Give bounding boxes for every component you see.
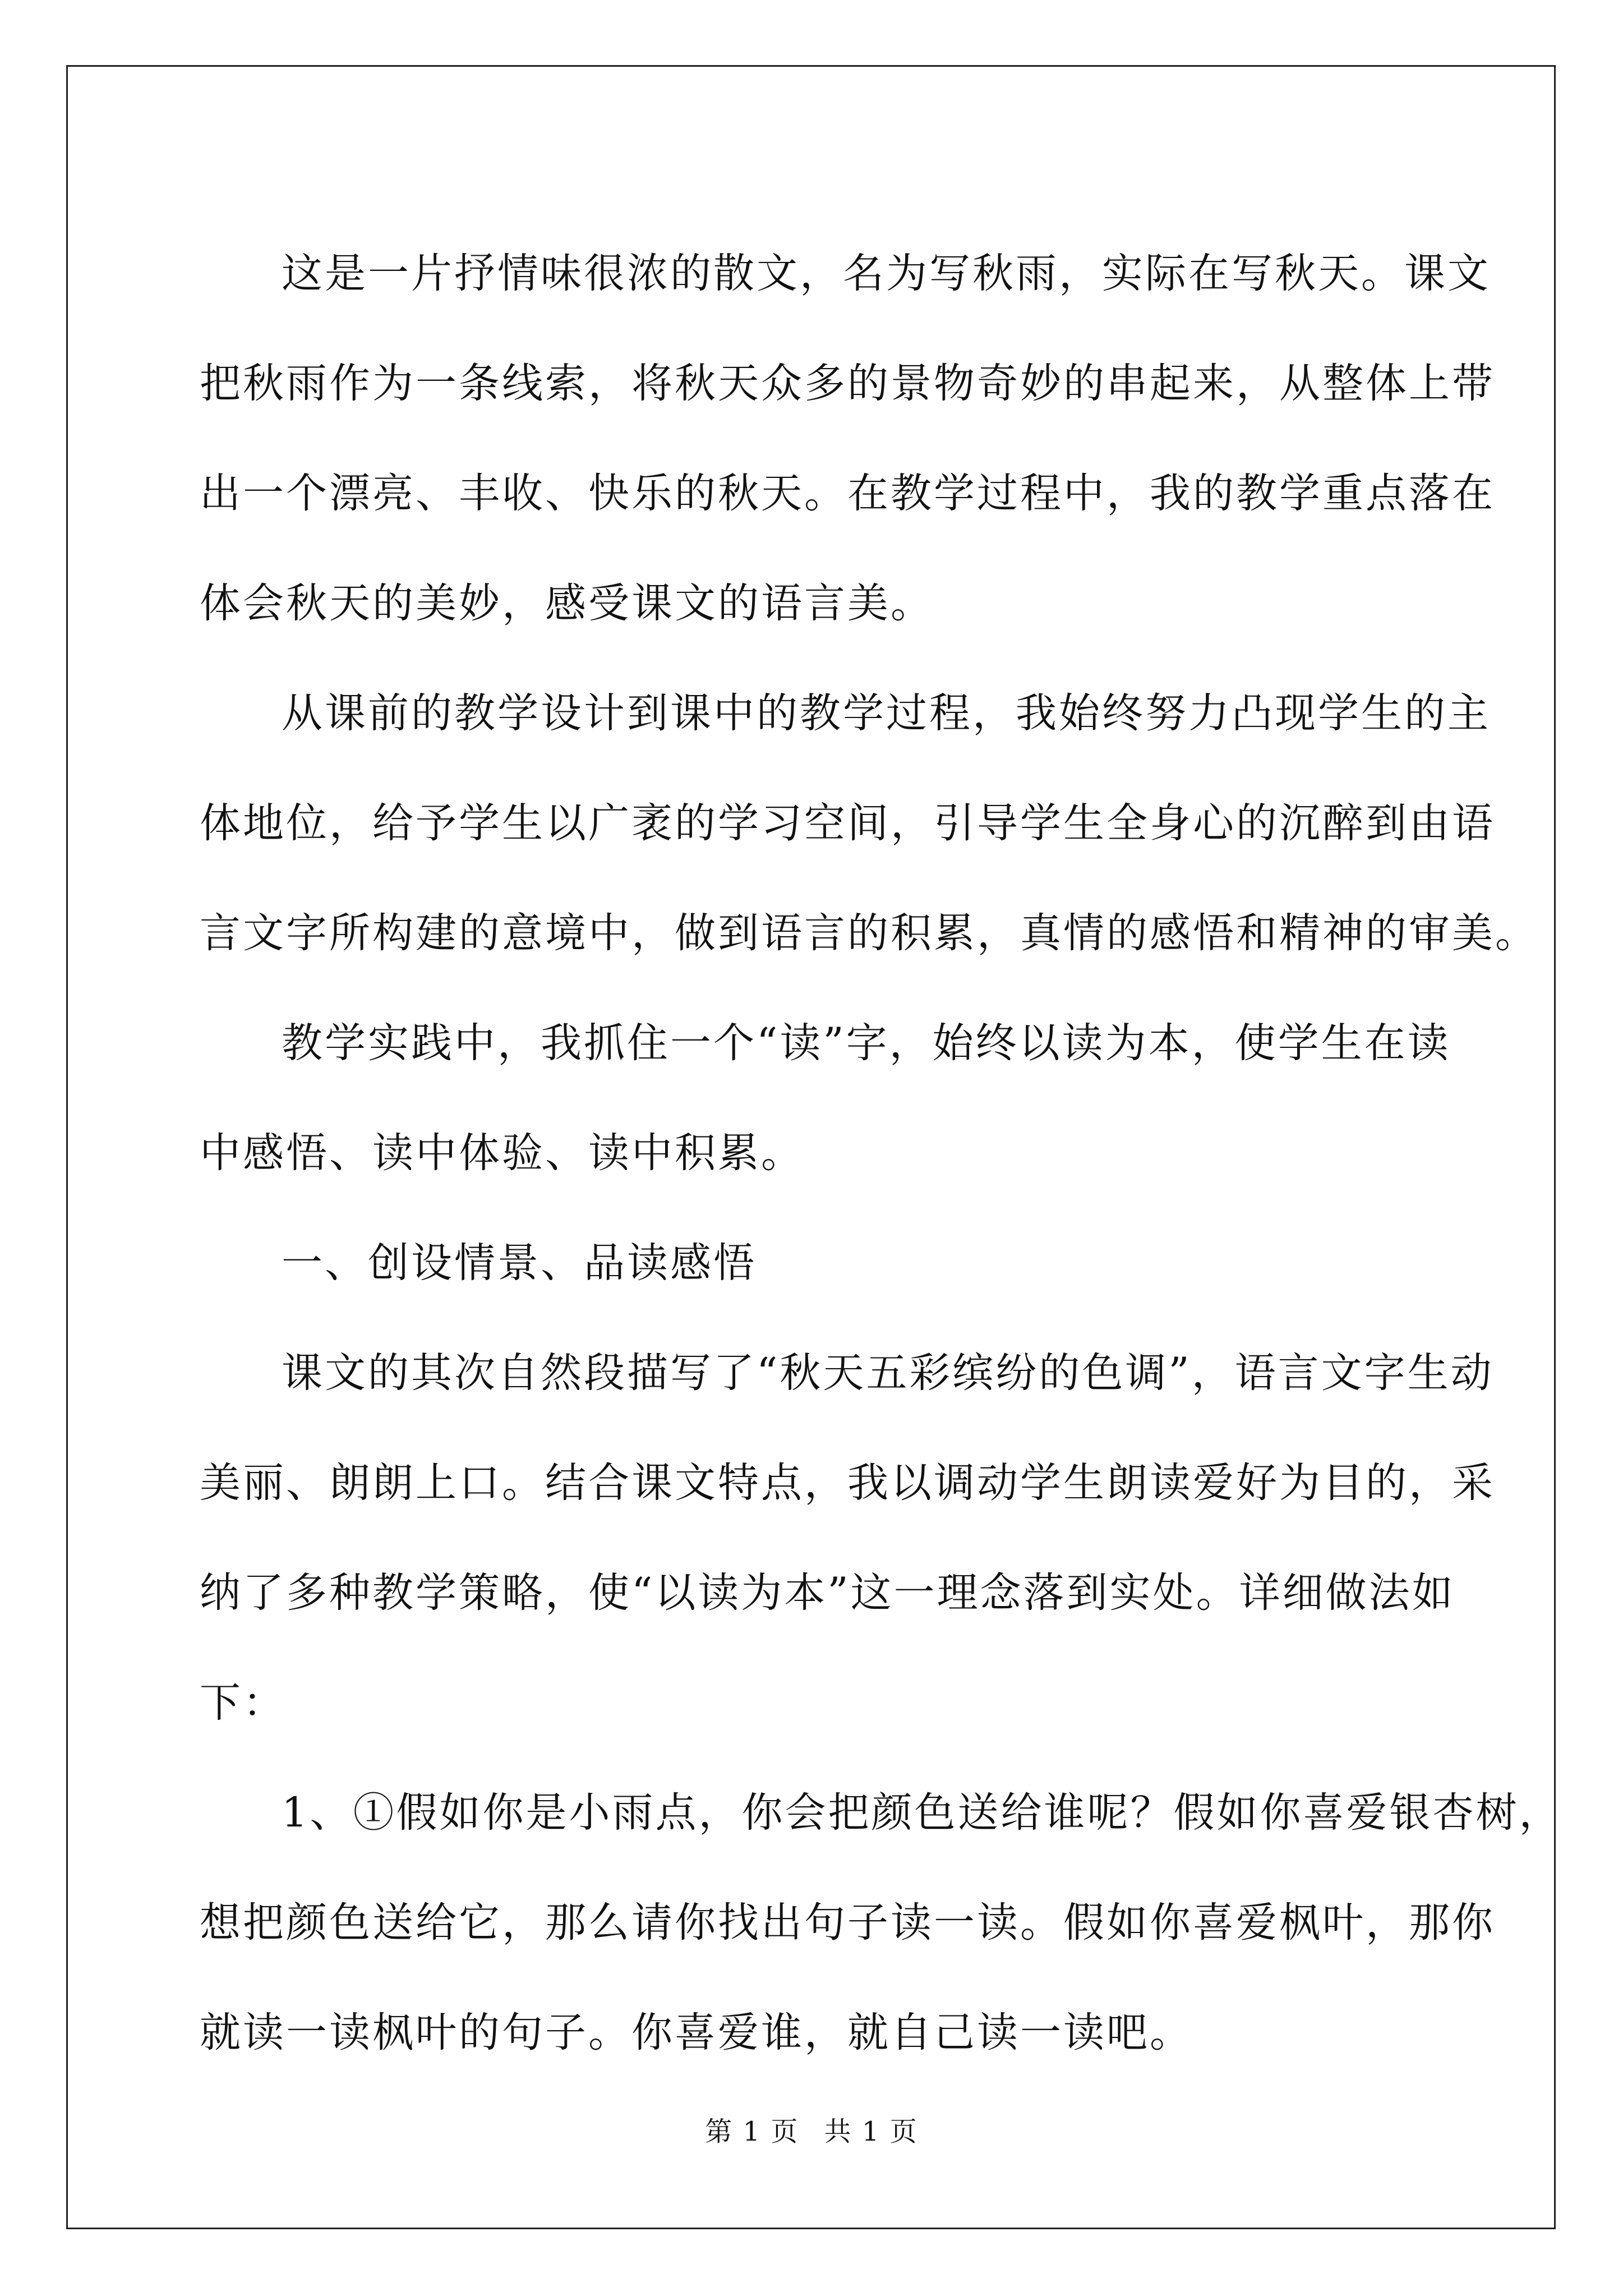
text-line: 一、创设情景、品读感悟 [282,1239,757,1287]
section-heading [200,1208,1428,1318]
text-line: 下： [200,1679,286,1727]
text-line: 体地位，给予学生以广袤的学习空间，引导学生全身心的沉醉到由语 [200,799,1495,847]
text-line: 1、①假如你是小雨点，你会把颜色送给谁呢？假如你喜爱银杏树， [282,1789,1562,1837]
text-line: 美丽、朗朗上口。结合课文特点，我以调动学生朗读爱好为目的，采 [200,1459,1495,1507]
text-line: 纳了多种教学策略，使“以读为本”这一理念落到实处。详细做法如 [200,1569,1455,1617]
page-footer [0,2115,1623,2148]
text-line: 出一个漂亮、丰收、快乐的秋天。在教学过程中，我的教学重点落在 [200,470,1495,517]
text-line: 言文字所构建的意境中，做到语言的积累，真情的感悟和精神的审美。 [200,909,1538,957]
paragraph-1 [200,219,1495,659]
text-line: 就读一读枫叶的句子。你喜爱谁，就自己读一读吧。 [200,2009,1193,2056]
document-body [200,219,1562,2088]
text-line: 从课前的教学设计到课中的教学过程，我始终努力凸现学生的主 [282,689,1491,737]
paragraph-4 [200,1318,1495,1758]
text-line: 课文的其次自然段描写了“秋天五彩缤纷的色调”，语言文字生动 [282,1349,1494,1397]
paragraph-5 [200,1758,1562,2088]
page-total: 共 1 页 [824,2116,918,2147]
text-line: 中感悟、读中体验、读中积累。 [200,1129,804,1177]
page-number: 第 1 页 [705,2116,799,2147]
text-line: 想把颜色送给它，那么请你找出句子读一读。假如你喜爱枫叶，那你 [200,1899,1495,1947]
text-line: 把秋雨作为一条线索，将秋天众多的景物奇妙的串起来，从整体上带 [200,360,1495,407]
text-line: 教学实践中，我抓住一个“读”字，始终以读为本，使学生在读 [282,1019,1451,1067]
paragraph-2 [200,659,1538,988]
text-line: 体会秋天的美妙，感受课文的语言美。 [200,579,934,627]
paragraph-3 [200,988,1451,1208]
text-line: 这是一片抒情味很浓的散文，名为写秋雨，实际在写秋天。课文 [282,250,1491,297]
